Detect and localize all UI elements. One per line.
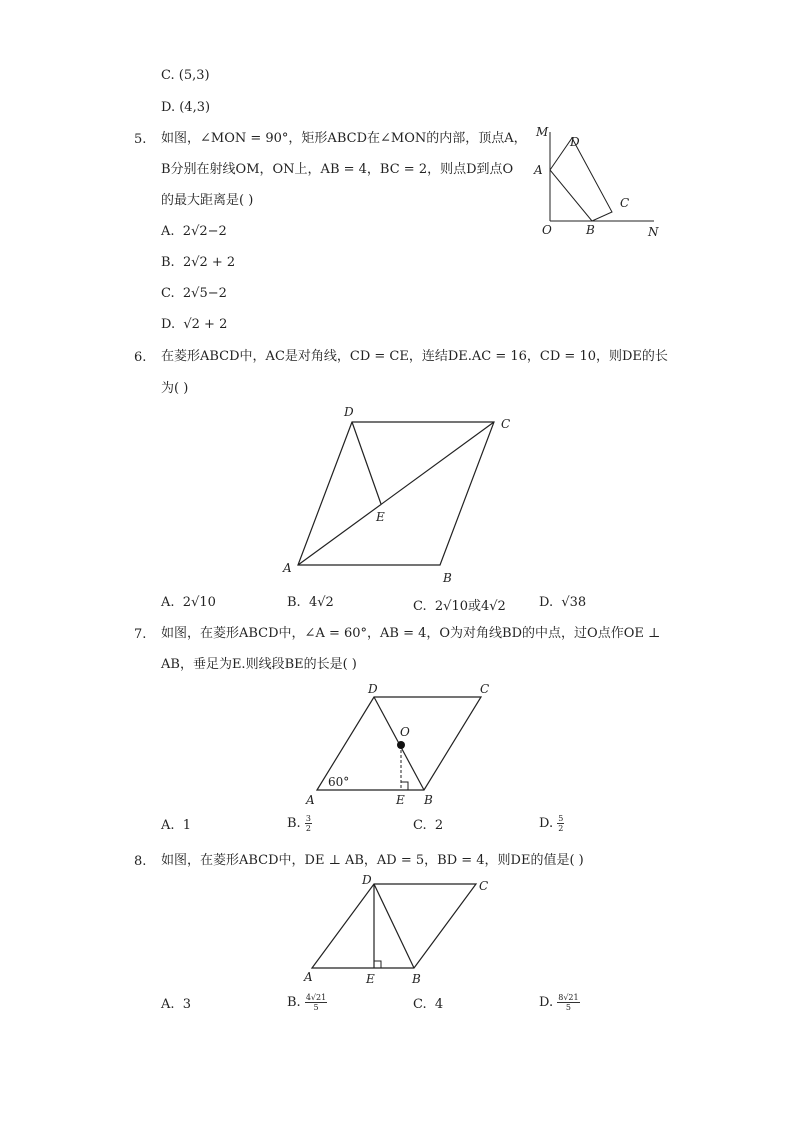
- q6-number: 6.: [134, 350, 147, 365]
- q5-text-line1: 如图，∠MON = 90°，矩形ABCD在∠MON的内部，顶点A，: [161, 131, 527, 146]
- option-text: 2√10或4√2: [434, 599, 506, 614]
- option-text: 2: [434, 818, 444, 833]
- q8-number: 8.: [134, 854, 147, 869]
- option-letter: D.: [539, 816, 554, 831]
- label-a: A: [283, 561, 292, 575]
- option-fraction: [557, 993, 579, 1012]
- q5-text-line2: B分别在射线OM，ON上，AB = 4，BC = 2，则点D到点O: [161, 162, 514, 177]
- diagonal-ac: [298, 422, 494, 565]
- label-o: O: [400, 725, 410, 739]
- q5-option-b: [161, 255, 235, 270]
- label-o: O: [542, 223, 552, 237]
- fraction-numerator: 3: [305, 814, 311, 823]
- option-text: 3: [182, 997, 192, 1012]
- option-text: 4: [434, 997, 444, 1012]
- option-letter: A.: [161, 224, 175, 239]
- q6-figure: [278, 400, 518, 590]
- fraction-numerator: 4√21: [305, 993, 327, 1002]
- label-a: A: [306, 793, 315, 807]
- label-b: B: [586, 223, 595, 237]
- option-text: 2√10: [182, 595, 216, 610]
- label-d: D: [362, 873, 372, 887]
- q6-text-line1: 在菱形ABCD中，AC是对角线，CD = CE，连结DE.AC = 16，CD = 10，则DE的长: [161, 349, 668, 364]
- option-text: 2√2 + 2: [182, 255, 236, 270]
- fraction-denominator: 2: [305, 824, 311, 833]
- q8-text-line1: 如图，在菱形ABCD中，DE ⊥ AB，AD = 5，BD = 4，则DE的值是( ): [161, 853, 584, 868]
- label-c: C: [620, 196, 630, 210]
- q7-option-a: [161, 818, 191, 833]
- option-letter: C.: [161, 286, 175, 301]
- label-b: B: [424, 793, 433, 807]
- right-angle-mark: [374, 961, 381, 968]
- q7-number: 7.: [134, 627, 147, 642]
- midpoint-o: [397, 741, 405, 749]
- option-text: (5,3): [178, 68, 210, 83]
- label-b: B: [443, 571, 452, 585]
- option-letter: B.: [287, 995, 301, 1010]
- option-letter: C.: [413, 997, 427, 1012]
- segment-de: [352, 422, 381, 504]
- option-letter: D.: [539, 995, 554, 1010]
- label-d: D: [570, 135, 580, 149]
- q6-option-d: [539, 595, 586, 610]
- q5-text-line3: 的最大距离是( ): [161, 193, 254, 208]
- q8-figure: [298, 872, 498, 990]
- fraction-denominator: 5: [565, 1003, 571, 1012]
- q6-option-b: [287, 595, 334, 610]
- q4-option-c: [161, 68, 210, 83]
- option-letter: B.: [161, 255, 175, 270]
- label-e: E: [366, 972, 375, 986]
- q8-option-d: [539, 993, 580, 1012]
- option-letter: C.: [413, 599, 427, 614]
- label-m: M: [536, 125, 549, 139]
- option-text: (4,3): [179, 100, 211, 115]
- option-letter: C.: [161, 68, 175, 83]
- option-letter: D.: [161, 317, 176, 332]
- right-angle-mark: [401, 782, 408, 790]
- q5-option-d: [161, 317, 227, 332]
- fraction-denominator: 5: [313, 1003, 319, 1012]
- q7-option-c: [413, 818, 443, 833]
- option-fraction: [557, 814, 564, 833]
- fraction-denominator: 2: [558, 824, 564, 833]
- q5-option-c: [161, 286, 227, 301]
- label-e: E: [376, 510, 385, 524]
- option-letter: C.: [413, 818, 427, 833]
- option-letter: B.: [287, 816, 301, 831]
- rectangle-abcd: [550, 138, 612, 221]
- fraction-numerator: 8√21: [558, 993, 579, 1002]
- q7-text-line1: 如图，在菱形ABCD中，∠A = 60°，AB = 4，O为对角线BD的中点，过O点作OE ⊥: [161, 626, 661, 641]
- option-fraction: [305, 814, 312, 833]
- label-b: B: [412, 972, 421, 986]
- label-c: C: [480, 682, 490, 696]
- label-a: A: [304, 970, 313, 984]
- q5-option-a: [161, 224, 227, 239]
- label-angle: 60°: [328, 775, 350, 789]
- q4-option-d: [161, 100, 210, 115]
- label-c: C: [501, 417, 511, 431]
- label-d: D: [368, 682, 378, 696]
- option-letter: A.: [161, 818, 175, 833]
- option-text: √38: [561, 595, 587, 610]
- q6-option-a: [161, 595, 216, 610]
- label-e: E: [396, 793, 405, 807]
- q8-option-a: [161, 997, 191, 1012]
- option-text: 2√5−2: [182, 286, 227, 301]
- q7-option-b: [287, 814, 312, 833]
- option-text: 2√2−2: [182, 224, 227, 239]
- label-c: C: [479, 879, 489, 893]
- option-letter: D.: [161, 100, 176, 115]
- q5-number: 5.: [134, 132, 147, 147]
- option-fraction: [305, 993, 327, 1012]
- q7-option-d: [539, 814, 564, 833]
- label-d: D: [344, 405, 354, 419]
- option-letter: A.: [161, 595, 175, 610]
- label-a: A: [534, 163, 543, 177]
- diagonal-bd: [374, 884, 414, 968]
- option-letter: D.: [539, 595, 554, 610]
- option-text: 4√2: [308, 595, 334, 610]
- q8-option-c: [413, 997, 443, 1012]
- q8-option-b: [287, 993, 327, 1012]
- option-text: 1: [182, 818, 192, 833]
- option-letter: B.: [287, 595, 301, 610]
- q6-text-line2: 为( ): [161, 381, 189, 396]
- option-text: √2 + 2: [183, 317, 228, 332]
- option-letter: A.: [161, 997, 175, 1012]
- q7-figure: [298, 678, 498, 810]
- q6-option-c: [413, 595, 506, 614]
- label-n: N: [648, 225, 659, 239]
- fraction-numerator: 5: [558, 814, 564, 823]
- q7-text-line2: AB，垂足为E.则线段BE的长是( ): [161, 657, 357, 672]
- q5-figure: [528, 120, 668, 245]
